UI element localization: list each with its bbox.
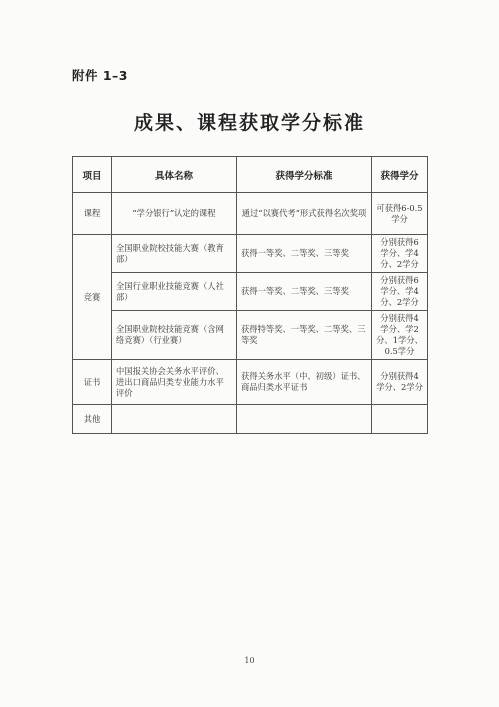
table-row-other: [73, 405, 428, 434]
competition-credit-2: 分别获得6 学分、学4分、2学分: [372, 273, 428, 311]
table-header-row: [73, 157, 428, 193]
certificate-name: 中国报关协会关务水平评价、进出口商品归类专业能力水平评价: [112, 360, 237, 405]
header-standard: 获得学分标准: [237, 157, 372, 193]
table-row-course: [73, 193, 428, 235]
competition-standard-3: 获得特等奖、一等奖、二等奖、三等奖: [237, 311, 372, 360]
competition-credit-3: 分别获得4 学分、学2分、1学分、0.5学分: [372, 311, 428, 360]
table-row-competition-2: [73, 273, 428, 311]
competition-name-2: 全国行业职业技能竞赛（人社部）: [112, 273, 237, 311]
competition-name-3: 全国职业院校技能竞赛（含网络竞赛）（行业赛）: [112, 311, 237, 360]
course-item: 课程: [73, 193, 112, 235]
competition-name-1: 全国职业院校技能大赛（教育部）: [112, 235, 237, 273]
page-number: 10: [244, 656, 255, 665]
certificate-credit: 分别获得4 学分、2学分: [372, 360, 428, 405]
credit-standard-table: [72, 156, 428, 434]
table-row-competition-3: [73, 311, 428, 360]
other-item: 其他: [73, 405, 112, 434]
competition-item: 竞赛: [73, 235, 112, 360]
course-credit: 可获得6-0.5 学分: [372, 193, 428, 235]
competition-standard-2: 获得一等奖、二等奖、三等奖: [237, 273, 372, 311]
certificate-item: 证书: [73, 360, 112, 405]
other-credit: [372, 405, 428, 434]
page-title: 成果、课程获取学分标准: [133, 112, 365, 134]
table-row-competition-1: [73, 235, 428, 273]
competition-standard-1: 获得一等奖、二等奖、三等奖: [237, 235, 372, 273]
certificate-standard: 获得关务水平（中、初级）证书、商品归类水平证书: [237, 360, 372, 405]
attachment-label: 附件 1–3: [72, 68, 128, 83]
header-item: 项目: [73, 157, 112, 193]
table-row-certificate: [73, 360, 428, 405]
course-name: “学分银行”认定的课程: [112, 193, 237, 235]
header-credit: 获得学分: [372, 157, 428, 193]
competition-credit-1: 分别获得6 学分、学4分、2学分: [372, 235, 428, 273]
course-standard: 通过“以赛代考”形式获得名次奖项: [237, 193, 372, 235]
other-name: [112, 405, 237, 434]
other-standard: [237, 405, 372, 434]
header-name: 具体名称: [112, 157, 237, 193]
